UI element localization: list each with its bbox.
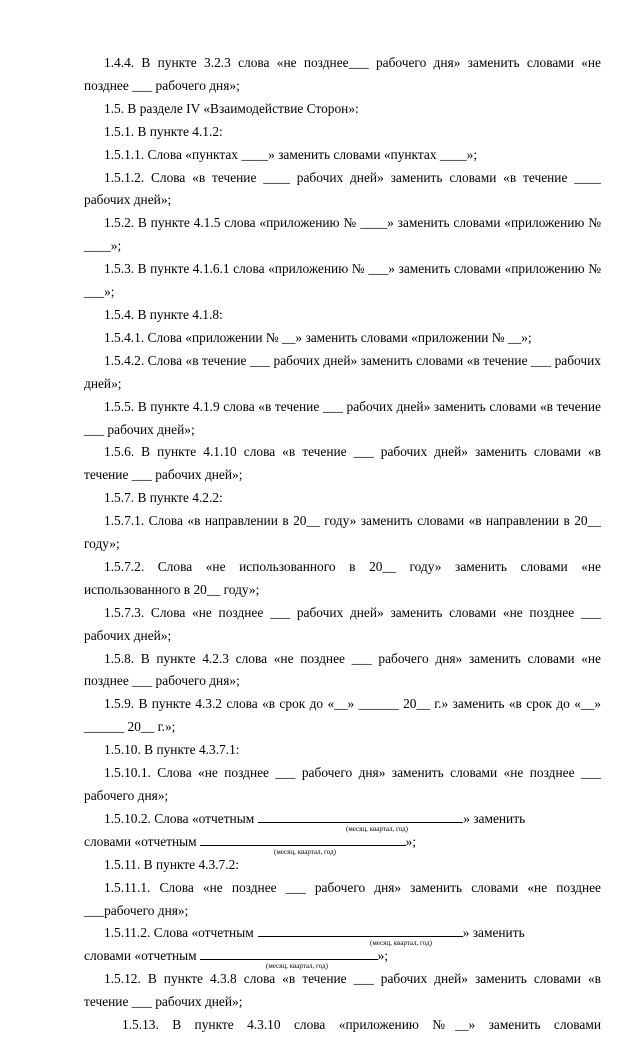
paragraph-1-5-7: 1.5.7. В пункте 4.2.2: bbox=[104, 490, 223, 506]
paragraph-1-5-1-1: 1.5.1.1. Слова «пунктах ____» заменить словами «пунктах ____»; bbox=[104, 146, 478, 162]
paragraph-1-5-1: 1.5.1. В пункте 4.1.2: bbox=[104, 123, 223, 139]
paragraph-1-5-9: 1.5.9. В пункте 4.3.2 слова «в срок до «__» ______ 20__ г.» заменить «в срок до «__» ______ 20__ г.»; bbox=[84, 696, 601, 735]
paragraph-1-5-6: 1.5.6. В пункте 4.1.10 слова «в течение ___ рабочих дней» заменить словами «в течение ___ рабочих дней»; bbox=[84, 444, 601, 483]
paragraph-1-5-11-2-cont: словами «отчетным »; bbox=[84, 948, 389, 964]
paragraph-1-5-11-2: 1.5.11.2. Слова «отчетным » заменить bbox=[104, 925, 525, 941]
paragraph-1-5-11-1: 1.5.11.1. Слова «не позднее ___ рабочего дня» заменить словами «не позднее ___рабочего дня»; bbox=[84, 879, 601, 918]
blank-line bbox=[258, 810, 463, 823]
paragraph-1-5-7-3: 1.5.7.3. Слова «не позднее ___ рабочих дней» заменить словами «не позднее ___ рабочих дней»; bbox=[84, 604, 601, 643]
paragraph-1-5-10-2: 1.5.10.2. Слова «отчетным » заменить bbox=[104, 810, 526, 826]
paragraph-1-5-4: 1.5.4. В пункте 4.1.8: bbox=[104, 306, 223, 322]
paragraph-1-5-13: 1.5.13. В пункте 4.3.10 слова «приложению №__» заменить словами bbox=[122, 1017, 601, 1033]
paragraph-1-4-4: 1.4.4. В пункте 3.2.3 слова «не позднее___ рабочего дня» заменить словами «не позднее ___ рабочего дня»; bbox=[84, 55, 601, 93]
blank-line bbox=[200, 947, 378, 960]
paragraph-1-5-7-1: 1.5.7.1. Слова «в направлении в 20__ году» заменить словами «в направлении в 20__ году»; bbox=[84, 513, 601, 552]
paragraph-1-5-11: 1.5.11. В пункте 4.3.7.2: bbox=[104, 856, 239, 872]
blank-line bbox=[200, 833, 406, 846]
paragraph-1-5: 1.5. В разделе IV «Взаимодействие Сторон»: bbox=[104, 100, 359, 116]
field-hint: (месяц, квартал, год) bbox=[274, 847, 336, 856]
document-page bbox=[84, 52, 601, 1037]
paragraph-1-5-3: 1.5.3. В пункте 4.1.6.1 слова «приложению № ___» заменить словами «приложению № ___»; bbox=[84, 261, 601, 300]
paragraph-1-5-2: 1.5.2. В пункте 4.1.5 слова «приложению № ____» заменить словами «приложению № ____»; bbox=[84, 215, 601, 254]
paragraph-1-5-10-2-cont: словами «отчетным »; bbox=[84, 833, 417, 849]
field-hint: (месяц, квартал, год) bbox=[370, 939, 432, 948]
paragraph-1-5-10: 1.5.10. В пункте 4.3.7.1: bbox=[104, 742, 240, 758]
paragraph-1-5-4-1: 1.5.4.1. Слова «приложении № __» заменить словами «приложении № __»; bbox=[104, 329, 532, 345]
paragraph-1-5-8: 1.5.8. В пункте 4.2.3 слова «не позднее ___ рабочего дня» заменить словами «не позднее ___ рабочего дня»; bbox=[84, 650, 601, 689]
paragraph-1-5-7-2: 1.5.7.2. Слова «не использованного в 20__ году» заменить словами «не использованного в 20__ году»; bbox=[84, 558, 601, 597]
paragraph-1-5-1-2: 1.5.1.2. Слова «в течение ____ рабочих дней» заменить словами «в течение ____ рабочих дней»; bbox=[84, 169, 601, 208]
field-hint: (месяц, квартал, год) bbox=[346, 824, 408, 833]
paragraph-1-5-5: 1.5.5. В пункте 4.1.9 слова «в течение ___ рабочих дней» заменить словами «в течение ___ рабочих дней»; bbox=[84, 398, 601, 437]
paragraph-1-5-12: 1.5.12. В пункте 4.3.8 слова «в течение ___ рабочих дней» заменить словами «в течение ___ рабочих дней»; bbox=[84, 971, 601, 1010]
blank-line bbox=[258, 924, 463, 937]
paragraph-1-5-10-1: 1.5.10.1. Слова «не позднее ___ рабочего дня» заменить словами «не позднее ___ рабочего дня»; bbox=[84, 765, 601, 803]
paragraph-1-5-4-2: 1.5.4.2. Слова «в течение ___ рабочих дней» заменить словами «в течение ___ рабочих дней»; bbox=[84, 352, 601, 391]
field-hint: (месяц, квартал, год) bbox=[266, 962, 328, 971]
